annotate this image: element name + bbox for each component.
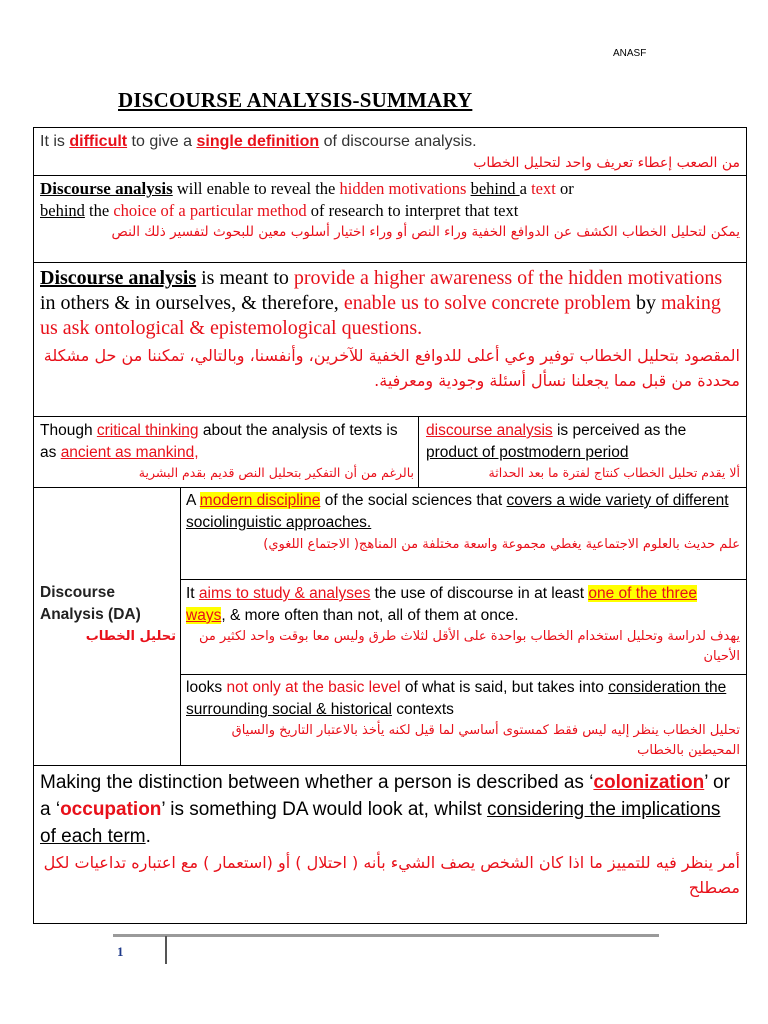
da-label-line2: Analysis (DA) [40,606,141,623]
keyword-difficult: difficult [69,133,128,150]
row-colonization-occupation [40,769,740,900]
keyword-ontological-questions: making us ask ontological & epistemological questions. [40,292,721,339]
text-segment: is perceived as the [552,422,687,439]
row-difficulty [40,131,740,173]
keyword-text: text [531,179,556,198]
text-segment: is meant to [196,267,294,289]
keyword-discourse-analysis: discourse analysis [426,422,553,439]
da-basic-level [186,677,740,761]
text-segment: of research to interpret that text [306,201,519,220]
keyword-wide-variety: covers a wide variety of different sociolinguistic approaches. [186,492,729,531]
row-divider [34,416,746,417]
keyword-choice-of-method: choice of a particular method [113,201,307,220]
summary-table [33,127,747,924]
row-critical-thinking [40,420,414,482]
text-segment: about the analysis of texts is as [40,422,398,461]
text-segment: in others & in ourselves, & therefore, [40,292,344,314]
keyword-critical-thinking: critical thinking [96,422,199,439]
text-segment: or [555,179,574,198]
text-segment: of the social sciences that [320,492,507,509]
keyword-solve-problem: enable us to solve concrete problem [343,292,631,314]
arabic-translation: علم حديث بالعلوم الاجتماعية يغطي مجموعة واسعة مختلفة من المناهج( الاجتماع اللغوي) [263,537,740,552]
keyword-modern-discipline: modern discipline [199,492,321,509]
text-segment: a [519,179,532,198]
header-tag: ANASF [613,48,647,59]
da-label [40,582,176,648]
keyword-ancient: ancient as mankind, [60,444,199,461]
row-divider [34,262,746,263]
arabic-translation: تحليل الخطاب ينظر إليه ليس فقط كمستوى أساسي لما قيل لكنه يأخذ بالاعتبار التاريخ والسياق المحيطين بالخطاب [231,723,740,758]
text-segment: . [145,826,151,847]
keyword-behind: behind [40,201,85,220]
keyword-occupation: occupation [60,799,162,820]
footer-rule [113,934,659,937]
col-divider [418,416,419,487]
text-segment: It is [40,133,70,150]
arabic-translation: ألا يقدم تحليل الخطاب كنتاج لفترة ما بعد الحداثة [488,465,740,480]
row-divider [34,765,746,766]
keyword-implications: considering the implications of each term [40,799,721,847]
keyword-three-ways: one of the three ways [186,585,697,624]
da-aims-to-study [186,583,740,667]
text-segment: of what is said, but takes into [400,679,609,696]
keyword-discourse-analysis: Discourse analysis [40,179,173,198]
text-segment: ’ is something DA would look at, whilst [161,799,488,820]
page-number: 1 [117,944,124,959]
footer-divider [165,936,167,964]
arabic-translation: بالرغم من أن التفكير بتحليل النص قديم بقدم البشرية [138,465,414,480]
text-segment: to give a [127,133,197,150]
keyword-colonization: colonization [593,772,705,793]
da-label-line1: Discourse [40,584,115,601]
keyword-aims-to-study: aims to study & analyses [198,585,371,602]
text-segment: the [84,201,114,220]
text-segment: of discourse analysis. [319,133,477,150]
text-segment: will enable to reveal the [172,179,340,198]
row-divider [34,175,746,176]
row-reveal-motivations [40,178,740,242]
text-segment: contexts [391,701,454,718]
text-segment: Making the distinction between whether a person is described as ‘ [40,772,594,793]
text-segment: looks [186,679,227,696]
row-divider [180,674,746,675]
text-segment: A [186,492,200,509]
arabic-translation: يهدف لدراسة وتحليل استخدام الخطاب بواحدة على الأقل لثلاث طرق وليس معا بوقت واحد لكثير من الأحيان [198,629,740,664]
row-divider [34,487,746,488]
arabic-translation: أمر ينظر فيه للتمييز ما اذا كان الشخص يصف الشيء بأنه ( احتلال ) أو (استعمار ) مع اعتباره تداعيات لكل مصطلح [43,853,740,897]
keyword-behind: behind [470,179,520,198]
text-segment: by [630,292,661,314]
keyword-single-definition: single definition [196,133,320,150]
keyword-postmodern-period: product of postmodern period [426,444,629,461]
keyword-higher-awareness: provide a higher awareness of the hidden motivations [293,267,723,289]
arabic-translation: من الصعب إعطاء تعريف واحد لتحليل الخطاب [473,155,740,171]
text-segment: ’ or a ‘ [40,772,730,820]
text-segment: the use of discourse in at least [370,585,589,602]
text-segment: Though [40,422,97,439]
keyword-basic-level: not only at the basic level [226,679,401,696]
da-modern-discipline [186,490,740,555]
arabic-translation: المقصود بتحليل الخطاب توفير وعي أعلى للدوافع الخفية للآخرين، وأنفسنا، وبالتالي، تمكننا من حل مشكلة محددة من قبل مما يجعلنا نسأل أسئلة وجودية ومعرفية. [43,346,740,390]
keyword-discourse-analysis: Discourse analysis [40,267,197,289]
keyword-hidden-motivations: hidden motivations [339,179,467,198]
arabic-translation: تحليل الخطاب [85,629,176,644]
col-divider [180,487,181,765]
text-segment: It [186,585,199,602]
row-meant-to [40,266,740,393]
keyword-social-historical: consideration the surrounding social & historical [186,679,727,718]
row-postmodern [426,420,740,482]
document-title: DISCOURSE ANALYSIS-SUMMARY [118,88,473,112]
row-divider [180,579,746,580]
arabic-translation: يمكن لتحليل الخطاب الكشف عن الدوافع الخفية وراء النص أو وراء اختيار أسلوب معين للبحوث لتفسير ذلك النص [111,224,740,240]
text-segment: , & more often than not, all of them at once. [221,607,519,624]
